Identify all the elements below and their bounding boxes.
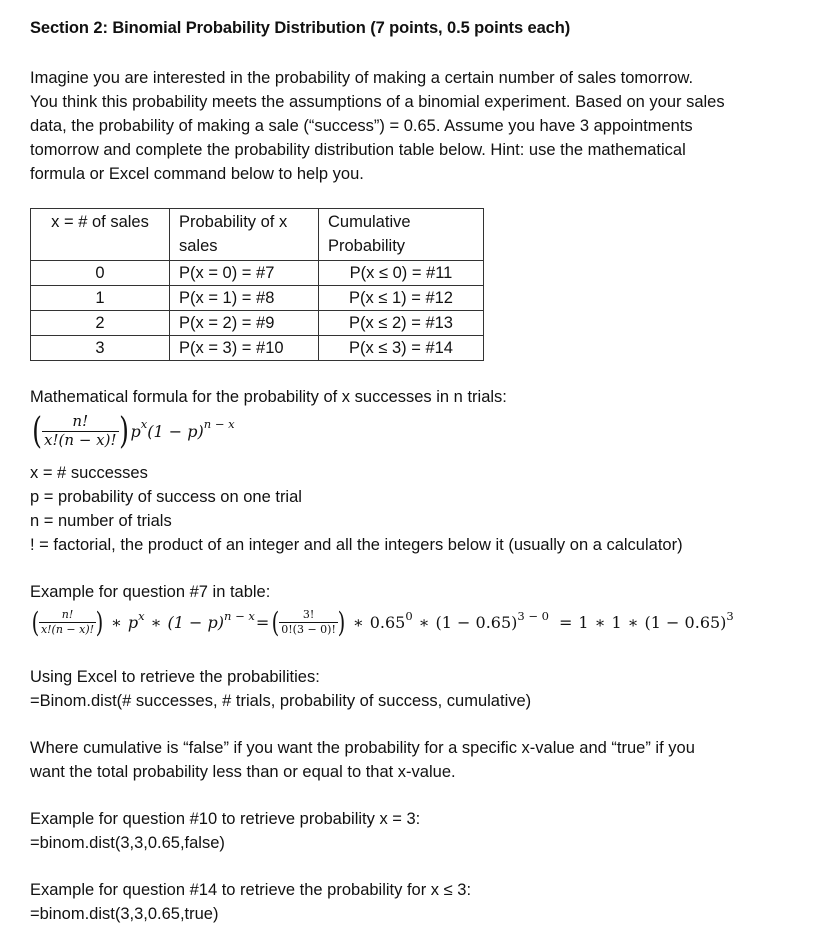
definition-factorial: ! = factorial, the product of an integer and all the integers below it (usually on a calculator) xyxy=(30,536,683,554)
multiply-sign: ∗ xyxy=(627,612,639,632)
example7-fraction-2 xyxy=(279,609,338,635)
formula-fraction xyxy=(42,411,118,449)
probability-table xyxy=(30,208,484,361)
cell-x: 3 xyxy=(31,336,170,361)
table-row xyxy=(31,286,484,311)
example7-p: p xyxy=(127,612,139,632)
fraction-numerator: n! xyxy=(72,411,89,430)
example7-formula xyxy=(30,602,734,642)
table-row xyxy=(31,261,484,286)
section-title: Section 2: Binomial Probability Distribution (7 points, 0.5 points each) xyxy=(30,19,571,37)
cell-prob: P(x = 3) = #10 xyxy=(170,336,319,361)
example7-one-minus-p: (1 − p) xyxy=(167,612,224,632)
excel-heading: Using Excel to retrieve the probabilities: xyxy=(30,668,320,686)
formula-n-minus-x-exponent: n − x xyxy=(203,417,235,431)
cell-cum: P(x ≤ 1) = #12 xyxy=(319,286,484,311)
example10-formula: =binom.dist(3,3,0.65,false) xyxy=(30,834,225,852)
formula-heading: Mathematical formula for the probability of x successes in n trials: xyxy=(30,388,507,406)
equals-sign: = xyxy=(559,612,573,632)
fraction-numerator: 3! xyxy=(302,607,315,621)
header-cumulative: Cumulative Probability xyxy=(319,209,484,261)
cumulative-line: want the total probability less than or equal to that x-value. xyxy=(30,763,456,781)
formula-x-exponent: x xyxy=(140,417,148,431)
fraction-denominator: x!(n − x)! xyxy=(40,622,95,636)
example7-value: 0.65 xyxy=(369,612,406,632)
cell-cum: P(x ≤ 0) = #11 xyxy=(319,261,484,286)
left-paren: ( xyxy=(32,410,42,452)
header-probability: Probability of x sales xyxy=(170,209,319,261)
multiply-sign: ∗ xyxy=(594,612,606,632)
formula-one-minus-p: (1 − p) xyxy=(147,421,204,441)
left-paren: ( xyxy=(31,605,40,639)
example7-cube-exponent: 3 xyxy=(726,609,734,623)
binomial-formula xyxy=(30,408,235,454)
table-row xyxy=(31,311,484,336)
cell-cum: P(x ≤ 2) = #13 xyxy=(319,311,484,336)
example10-heading: Example for question #10 to retrieve probability x = 3: xyxy=(30,810,421,828)
example7-fraction-1 xyxy=(39,609,96,635)
header-x: x = # of sales xyxy=(31,209,170,261)
example14-heading: Example for question #14 to retrieve the probability for x ≤ 3: xyxy=(30,881,472,899)
fraction-denominator: 0!(3 − 0)! xyxy=(281,622,336,636)
example7-one: 1 xyxy=(611,612,622,632)
cell-x: 1 xyxy=(31,286,170,311)
example7-exponent-2: 3 − 0 xyxy=(517,609,550,623)
example7-zero-exponent: 0 xyxy=(405,609,413,623)
definition-p: p = probability of success on one trial xyxy=(30,488,302,506)
right-paren: ) xyxy=(337,605,346,639)
multiply-sign: ∗ xyxy=(352,612,364,632)
right-paren: ) xyxy=(95,605,104,639)
cumulative-line: Where cumulative is “false” if you want the probability for a specific x-value and “true” if you xyxy=(30,739,695,757)
example14-formula: =binom.dist(3,3,0.65,true) xyxy=(30,905,219,923)
cell-prob: P(x = 1) = #8 xyxy=(170,286,319,311)
table-header-row xyxy=(31,209,484,261)
fraction-numerator: n! xyxy=(61,607,74,621)
intro-line: data, the probability of making a sale (“success”) = 0.65. Assume you have 3 appointments xyxy=(30,117,693,135)
intro-line: tomorrow and complete the probability distribution table below. Hint: use the mathematical xyxy=(30,141,686,159)
example7-paren-term: (1 − 0.65) xyxy=(435,612,518,632)
cell-prob: P(x = 0) = #7 xyxy=(170,261,319,286)
formula-p: p xyxy=(130,421,141,441)
intro-paragraph xyxy=(30,66,800,186)
table-row xyxy=(31,336,484,361)
definition-x: x = # successes xyxy=(30,464,148,482)
multiply-sign: ∗ xyxy=(418,612,430,632)
right-paren: ) xyxy=(118,410,129,452)
multiply-sign: ∗ xyxy=(150,612,162,632)
example7-exponent-1: n − x xyxy=(224,609,255,623)
intro-line: You think this probability meets the assumptions of a binomial experiment. Based on your sales xyxy=(30,93,725,111)
definition-n: n = number of trials xyxy=(30,512,172,530)
fraction-denominator: x!(n − x)! xyxy=(44,430,117,449)
equals-sign: = xyxy=(255,612,270,632)
multiply-sign: ∗ xyxy=(111,612,122,632)
cell-prob: P(x = 2) = #9 xyxy=(170,311,319,336)
example7-final-term: (1 − 0.65) xyxy=(644,612,727,632)
example7-x-exponent: x xyxy=(138,609,145,623)
cell-x: 0 xyxy=(31,261,170,286)
intro-line: formula or Excel command below to help you. xyxy=(30,165,364,183)
cell-x: 2 xyxy=(31,311,170,336)
left-paren: ( xyxy=(271,605,280,639)
excel-formula: =Binom.dist(# successes, # trials, probability of success, cumulative) xyxy=(30,692,532,710)
example7-heading: Example for question #7 in table: xyxy=(30,583,271,601)
intro-line: Imagine you are interested in the probability of making a certain number of sales tomorrow. xyxy=(30,69,694,87)
example7-one: 1 xyxy=(578,612,589,632)
cell-cum: P(x ≤ 3) = #14 xyxy=(319,336,484,361)
